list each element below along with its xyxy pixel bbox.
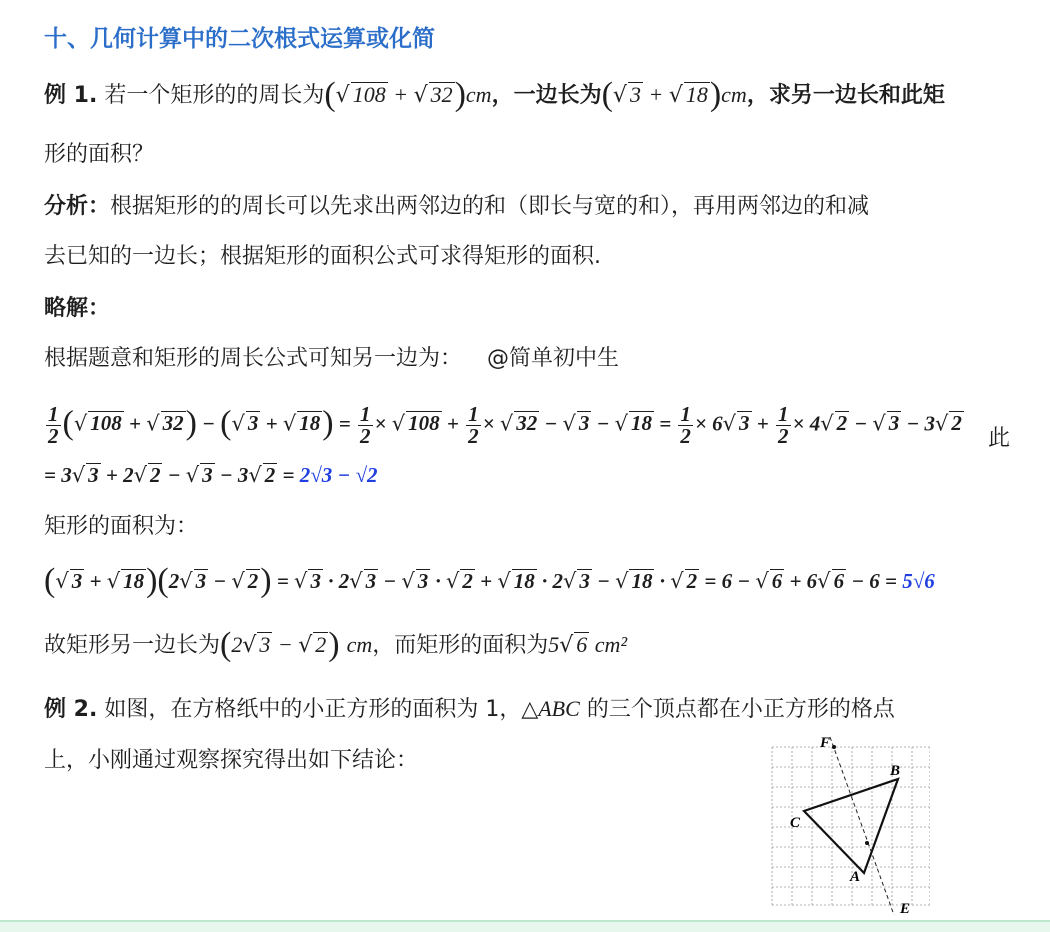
point-f xyxy=(832,745,836,749)
conclusion-line: 故矩形另一边长为(2√ 3 − √ 2) cm，而矩形的面积为5√ 6 cm² xyxy=(44,626,628,663)
analysis-text-1: 根据矩形的的周长可以先求出两邻边的和（即长与宽的和），再用两邻边的和减 xyxy=(110,194,870,219)
area-unit: cm² xyxy=(594,632,628,657)
solution-line1 xyxy=(44,344,619,374)
label-c: C xyxy=(790,815,801,831)
example2-text-b: 的三个顶点都在小正方形的格点 xyxy=(586,697,895,722)
solution-label: 略解： xyxy=(44,296,111,321)
perimeter-unit: cm xyxy=(465,82,492,107)
example2-label: 例 2. xyxy=(44,697,98,722)
other-side-result: 2√3 − √2 xyxy=(299,463,378,487)
example1-text-a: 若一个矩形的的周长为 xyxy=(104,83,325,108)
triangle-symbol: △ABC xyxy=(521,696,580,721)
example1-label: 例 1. xyxy=(44,83,98,108)
side-unit: cm xyxy=(721,82,747,107)
perimeter-radicand-2: 32 xyxy=(430,82,453,107)
perimeter-radicand-1: 108 xyxy=(352,82,386,107)
example2-text-a: 如图，在方格纸中的小正方形的面积为 1， xyxy=(104,697,522,722)
label-b: B xyxy=(890,763,901,779)
example2-line1 xyxy=(44,694,895,725)
example2-line2: 上，小刚通过观察探究得出如下结论： xyxy=(44,748,419,773)
equation-1: $\frac{1}{2}$ (√ 108 + √ 32) − (√ 3 + √ 18) = $\frac{1}{2}$ × √ 108 + $\frac{1}{2}$ × √ 32 − √ 3 − √ 18 = $\frac{1}{2}$ × 6√ 3 + $\frac{1}{2}$ × 4√ 2 − √ 3 − 3√ 2 xyxy=(48,402,962,448)
label-a: A xyxy=(850,869,861,885)
section-title: 十、几何计算中的二次根式运算或化简 xyxy=(44,26,435,52)
analysis-line2: 去已知的一边长；根据矩形的面积公式可求得矩形的面积. xyxy=(44,244,601,269)
equation-1-tail: 此 xyxy=(988,426,1011,451)
conclusion-text-a: 故矩形另一边长为 xyxy=(44,633,221,658)
area-result: 5√6 xyxy=(902,569,935,593)
point-mid xyxy=(865,841,869,845)
side-radicand-2: 18 xyxy=(685,82,708,107)
analysis-line1 xyxy=(44,192,869,222)
grid-figure xyxy=(770,735,930,915)
line-ef xyxy=(830,737,894,915)
example1-question-line2: 形的面积？ xyxy=(44,142,155,167)
watermark: @简单初中生 xyxy=(487,346,620,371)
equation-1-cont: = 3√ 3 + 2√ 2 − √ 3 − 3√ 2 = 2√3 − √2 xyxy=(44,463,378,487)
label-e: E xyxy=(900,901,911,915)
triangle-abc xyxy=(804,779,898,873)
solution-text-1: 根据题意和矩形的周长公式可知另一边为： xyxy=(44,346,463,371)
analysis-label: 分析： xyxy=(44,194,111,219)
label-f: F xyxy=(820,735,831,751)
side-radicand-1: 3 xyxy=(629,82,641,107)
example1-text-b: ，一边长为 xyxy=(491,83,602,108)
conclusion-unit: cm xyxy=(346,632,373,657)
example1-text-c: ，求另一边长和此矩 xyxy=(746,83,945,108)
bottom-band xyxy=(0,920,1050,932)
conclusion-text-b: ，而矩形的面积为 xyxy=(372,633,549,658)
area-label: 矩形的面积为： xyxy=(44,514,199,539)
example1-question-line1: 例 1. 若一个矩形的的周长为(√ 108 + √ 32)cm，一边长为(√ 3 + √ 18)cm，求另一边长和此矩 xyxy=(44,76,945,113)
equation-2: (√ 3 + √ 18)(2√ 3 − √ 2) = √ 3 · 2√ 3 − √ 3 · √ 2 + √ 18 · 2√ 3 − √ 18 · √ 2 = 6 − √ 6 + 6√ 6 − 6 = 5√6 xyxy=(44,562,935,599)
